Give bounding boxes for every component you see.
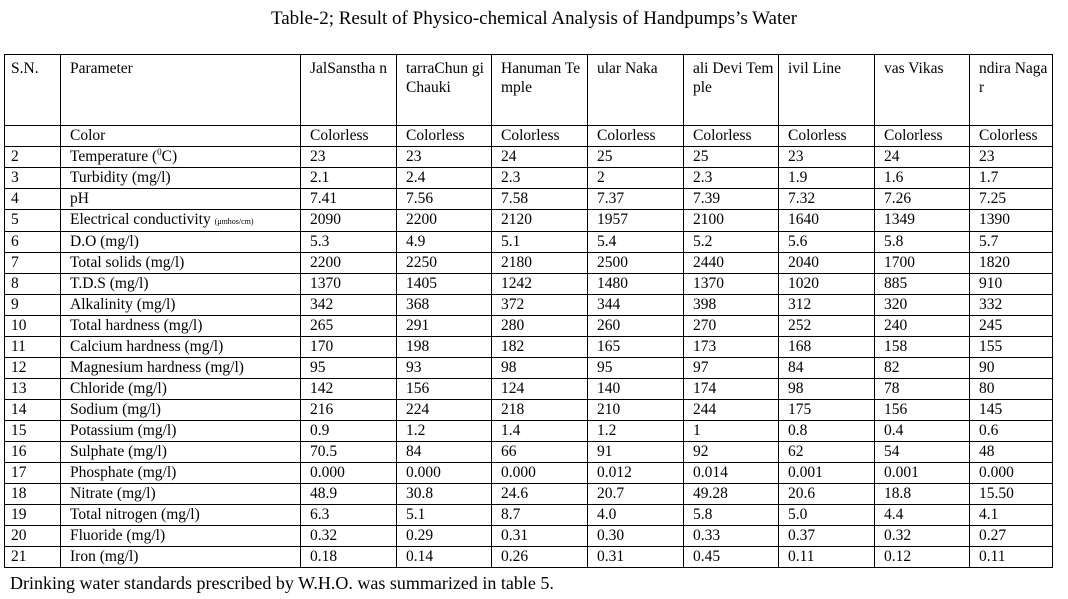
table-row [5,189,1053,210]
value-cell: 18.8 [875,484,970,505]
parameter-label: Alkalinity (mg/l) [70,296,176,313]
row-sn: 7 [5,253,61,274]
value-cell: 170 [301,337,397,358]
value-cell: 0.18 [301,547,397,568]
value-cell: 1957 [588,210,684,232]
value-cell: 5.4 [588,232,684,253]
value-cell: 124 [492,379,588,400]
parameter-label: pH [70,190,89,207]
value-cell: 7.26 [875,189,970,210]
table-row [5,168,1053,189]
value-cell: 7.32 [779,189,875,210]
value-cell: 2.4 [397,168,492,189]
value-cell: 0.32 [875,526,970,547]
value-cell: 312 [779,295,875,316]
value-cell: 0.001 [875,463,970,484]
parameter-label: Total hardness (mg/l) [70,317,203,334]
value-cell: 0.29 [397,526,492,547]
table-row [5,210,1053,232]
value-cell: Colorless [492,126,588,147]
value-cell: 0.14 [397,547,492,568]
value-cell: 156 [875,400,970,421]
value-cell: 265 [301,316,397,337]
value-cell: 0.4 [875,421,970,442]
row-parameter [61,253,301,274]
row-sn: 10 [5,316,61,337]
value-cell: 1.6 [875,168,970,189]
row-parameter [61,232,301,253]
value-cell: 2200 [397,210,492,232]
value-cell: 320 [875,295,970,316]
parameter-label: Total solids (mg/l) [70,254,185,271]
table-row [5,442,1053,463]
row-parameter [61,526,301,547]
value-cell: 4.4 [875,505,970,526]
value-cell: 1.7 [970,168,1053,189]
value-cell: 398 [684,295,779,316]
parameter-label: Color [70,127,106,144]
table-title: Table-2; Result of Physico-chemical Analysis of Handpumps’s Water [270,8,798,29]
row-parameter [61,295,301,316]
value-cell: 168 [779,337,875,358]
footnote: Drinking water standards prescribed by W.H.O. was summarized in table 5. [10,573,554,593]
table-row [5,358,1053,379]
value-cell: 91 [588,442,684,463]
value-cell: 0.37 [779,526,875,547]
value-cell: 140 [588,379,684,400]
value-cell: 1.4 [492,421,588,442]
value-cell: 30.8 [397,484,492,505]
row-sn: 16 [5,442,61,463]
value-cell: 0.11 [970,547,1053,568]
value-cell: 0.31 [492,526,588,547]
header-row [5,55,1053,126]
row-parameter [61,421,301,442]
row-sn: 8 [5,274,61,295]
value-cell: 224 [397,400,492,421]
value-cell: 0.31 [588,547,684,568]
value-cell: 82 [875,358,970,379]
value-cell: 23 [970,147,1053,168]
table-row [5,337,1053,358]
row-parameter [61,358,301,379]
header-site: ivil Line [779,55,875,126]
value-cell: 145 [970,400,1053,421]
row-parameter [61,463,301,484]
value-cell: Colorless [588,126,684,147]
row-parameter [61,442,301,463]
parameter-label: Calcium hardness (mg/l) [70,338,224,355]
value-cell: 244 [684,400,779,421]
value-cell: 80 [970,379,1053,400]
value-cell: 24.6 [492,484,588,505]
value-cell: 93 [397,358,492,379]
value-cell: Colorless [779,126,875,147]
value-cell: 48.9 [301,484,397,505]
value-cell: Colorless [301,126,397,147]
row-sn: 6 [5,232,61,253]
value-cell: 0.000 [301,463,397,484]
value-cell: 20.7 [588,484,684,505]
value-cell: 23 [397,147,492,168]
table-row [5,379,1053,400]
row-parameter [61,274,301,295]
value-cell: 2040 [779,253,875,274]
value-cell: 1349 [875,210,970,232]
value-cell: 7.39 [684,189,779,210]
parameter-label: Fluoride (mg/l) [70,527,166,544]
value-cell: 372 [492,295,588,316]
table-row [5,484,1053,505]
parameter-suffix: C) [161,148,178,165]
row-sn: 17 [5,463,61,484]
value-cell: 98 [492,358,588,379]
row-sn: 5 [5,210,61,232]
value-cell: 2 [588,168,684,189]
value-cell: 2100 [684,210,779,232]
value-cell: 910 [970,274,1053,295]
value-cell: 1 [684,421,779,442]
table-row [5,400,1053,421]
table-row [5,421,1053,442]
parameter-label: Electrical conductivity [70,211,211,228]
parameter-label: Chloride (mg/l) [70,380,167,397]
value-cell: 0.27 [970,526,1053,547]
row-sn: 14 [5,400,61,421]
parameter-label: Phosphate (mg/l) [70,464,177,481]
value-cell: 1.2 [588,421,684,442]
value-cell: 24 [875,147,970,168]
table-row [5,505,1053,526]
value-cell: 2200 [301,253,397,274]
row-parameter [61,126,301,147]
value-cell: Colorless [397,126,492,147]
value-cell: 2120 [492,210,588,232]
value-cell: 885 [875,274,970,295]
value-cell: 216 [301,400,397,421]
header-site: ular Naka [588,55,684,126]
value-cell: 5.1 [492,232,588,253]
value-cell: 291 [397,316,492,337]
value-cell: 1.9 [779,168,875,189]
value-cell: 2250 [397,253,492,274]
row-sn: 18 [5,484,61,505]
value-cell: 182 [492,337,588,358]
value-cell: 368 [397,295,492,316]
row-sn: 2 [5,147,61,168]
value-cell: 240 [875,316,970,337]
parameter-label: Iron (mg/l) [70,548,139,565]
value-cell: 245 [970,316,1053,337]
value-cell: 5.1 [397,505,492,526]
value-cell: 7.37 [588,189,684,210]
analysis-table [4,54,1053,568]
value-cell: 2.3 [684,168,779,189]
parameter-label: Nitrate (mg/l) [70,485,156,502]
row-parameter [61,400,301,421]
row-parameter [61,547,301,568]
row-sn: 21 [5,547,61,568]
value-cell: 0.12 [875,547,970,568]
parameter-label: Sodium (mg/l) [70,401,161,418]
parameter-label: Turbidity (mg/l) [70,169,171,186]
row-parameter [61,505,301,526]
value-cell: 0.012 [588,463,684,484]
value-cell: 0.9 [301,421,397,442]
row-parameter [61,147,301,168]
row-sn: 12 [5,358,61,379]
value-cell: 0.000 [970,463,1053,484]
header-parameter: Parameter [61,55,301,126]
value-cell: 5.8 [684,505,779,526]
value-cell: 342 [301,295,397,316]
table-row [5,526,1053,547]
value-cell: 4.0 [588,505,684,526]
table-body [5,55,1053,568]
parameter-label: Magnesium hardness (mg/l) [70,359,244,376]
value-cell: 198 [397,337,492,358]
value-cell: 95 [301,358,397,379]
value-cell: 95 [588,358,684,379]
row-parameter [61,189,301,210]
parameter-label: D.O (mg/l) [70,233,139,250]
value-cell: 332 [970,295,1053,316]
value-cell: 1370 [684,274,779,295]
parameter-superscript: 0 [157,146,162,157]
value-cell: 5.8 [875,232,970,253]
value-cell: 4.1 [970,505,1053,526]
parameter-label: T.D.S (mg/l) [70,275,149,292]
table-row [5,253,1053,274]
value-cell: 5.3 [301,232,397,253]
header-site: JalSanstha n [301,55,397,126]
value-cell: 2500 [588,253,684,274]
value-cell: 2.1 [301,168,397,189]
value-cell: 98 [779,379,875,400]
value-cell: 0.000 [397,463,492,484]
table-row [5,147,1053,168]
value-cell: 2180 [492,253,588,274]
value-cell: 280 [492,316,588,337]
value-cell: 174 [684,379,779,400]
value-cell: 78 [875,379,970,400]
value-cell: 1640 [779,210,875,232]
value-cell: 84 [779,358,875,379]
row-sn: 3 [5,168,61,189]
row-parameter [61,210,301,232]
value-cell: Colorless [875,126,970,147]
value-cell: 175 [779,400,875,421]
value-cell: 84 [397,442,492,463]
parameter-label: Total nitrogen (mg/l) [70,506,200,523]
value-cell: 1820 [970,253,1053,274]
value-cell: 173 [684,337,779,358]
value-cell: 20.6 [779,484,875,505]
row-sn: 13 [5,379,61,400]
value-cell: 1700 [875,253,970,274]
parameter-label: Potassium (mg/l) [70,422,177,439]
value-cell: 25 [684,147,779,168]
value-cell: 155 [970,337,1053,358]
row-parameter [61,379,301,400]
value-cell: 0.014 [684,463,779,484]
row-parameter [61,316,301,337]
value-cell: 1390 [970,210,1053,232]
value-cell: 23 [779,147,875,168]
value-cell: 1.2 [397,421,492,442]
header-site: ndira Nagar [970,55,1053,126]
value-cell: 0.11 [779,547,875,568]
value-cell: 0.33 [684,526,779,547]
row-sn: 15 [5,421,61,442]
value-cell: 0.8 [779,421,875,442]
row-sn: 11 [5,337,61,358]
value-cell: 15.50 [970,484,1053,505]
value-cell: 156 [397,379,492,400]
value-cell: 0.6 [970,421,1053,442]
value-cell: 0.26 [492,547,588,568]
table-row [5,547,1053,568]
value-cell: 5.0 [779,505,875,526]
value-cell: 92 [684,442,779,463]
row-sn: 20 [5,526,61,547]
table-row [5,274,1053,295]
row-sn: 9 [5,295,61,316]
value-cell: Colorless [970,126,1053,147]
value-cell: Colorless [684,126,779,147]
table-row [5,232,1053,253]
value-cell: 158 [875,337,970,358]
value-cell: 270 [684,316,779,337]
value-cell: 5.6 [779,232,875,253]
value-cell: 66 [492,442,588,463]
row-sn [5,126,61,147]
value-cell: 252 [779,316,875,337]
value-cell: 0.000 [492,463,588,484]
header-site: ali Devi Temple [684,55,779,126]
value-cell: 2090 [301,210,397,232]
value-cell: 142 [301,379,397,400]
value-cell: 0.45 [684,547,779,568]
value-cell: 165 [588,337,684,358]
value-cell: 210 [588,400,684,421]
value-cell: 0.30 [588,526,684,547]
value-cell: 5.2 [684,232,779,253]
value-cell: 54 [875,442,970,463]
value-cell: 4.9 [397,232,492,253]
value-cell: 5.7 [970,232,1053,253]
table-row [5,463,1053,484]
value-cell: 97 [684,358,779,379]
row-sn: 4 [5,189,61,210]
value-cell: 23 [301,147,397,168]
value-cell: 0.32 [301,526,397,547]
value-cell: 8.7 [492,505,588,526]
value-cell: 70.5 [301,442,397,463]
value-cell: 1020 [779,274,875,295]
table-row [5,316,1053,337]
value-cell: 7.56 [397,189,492,210]
value-cell: 344 [588,295,684,316]
header-site: tarraChun giChauki [397,55,492,126]
value-cell: 1405 [397,274,492,295]
row-parameter [61,168,301,189]
value-cell: 48 [970,442,1053,463]
value-cell: 2.3 [492,168,588,189]
value-cell: 1480 [588,274,684,295]
value-cell: 218 [492,400,588,421]
value-cell: 25 [588,147,684,168]
value-cell: 62 [779,442,875,463]
value-cell: 260 [588,316,684,337]
header-site: Hanuman Temple [492,55,588,126]
value-cell: 90 [970,358,1053,379]
value-cell: 49.28 [684,484,779,505]
parameter-unit: (μmhos/cm) [214,217,254,226]
parameter-label: Temperature ( [70,148,158,165]
value-cell: 1370 [301,274,397,295]
header-site: vas Vikas [875,55,970,126]
value-cell: 2440 [684,253,779,274]
row-sn: 19 [5,505,61,526]
value-cell: 7.41 [301,189,397,210]
value-cell: 7.58 [492,189,588,210]
table-row [5,126,1053,147]
header-sn: S.N. [5,55,61,126]
value-cell: 24 [492,147,588,168]
row-parameter [61,484,301,505]
row-parameter [61,337,301,358]
value-cell: 7.25 [970,189,1053,210]
table-row [5,295,1053,316]
parameter-label: Sulphate (mg/l) [70,443,167,460]
value-cell: 6.3 [301,505,397,526]
value-cell: 1242 [492,274,588,295]
value-cell: 0.001 [779,463,875,484]
